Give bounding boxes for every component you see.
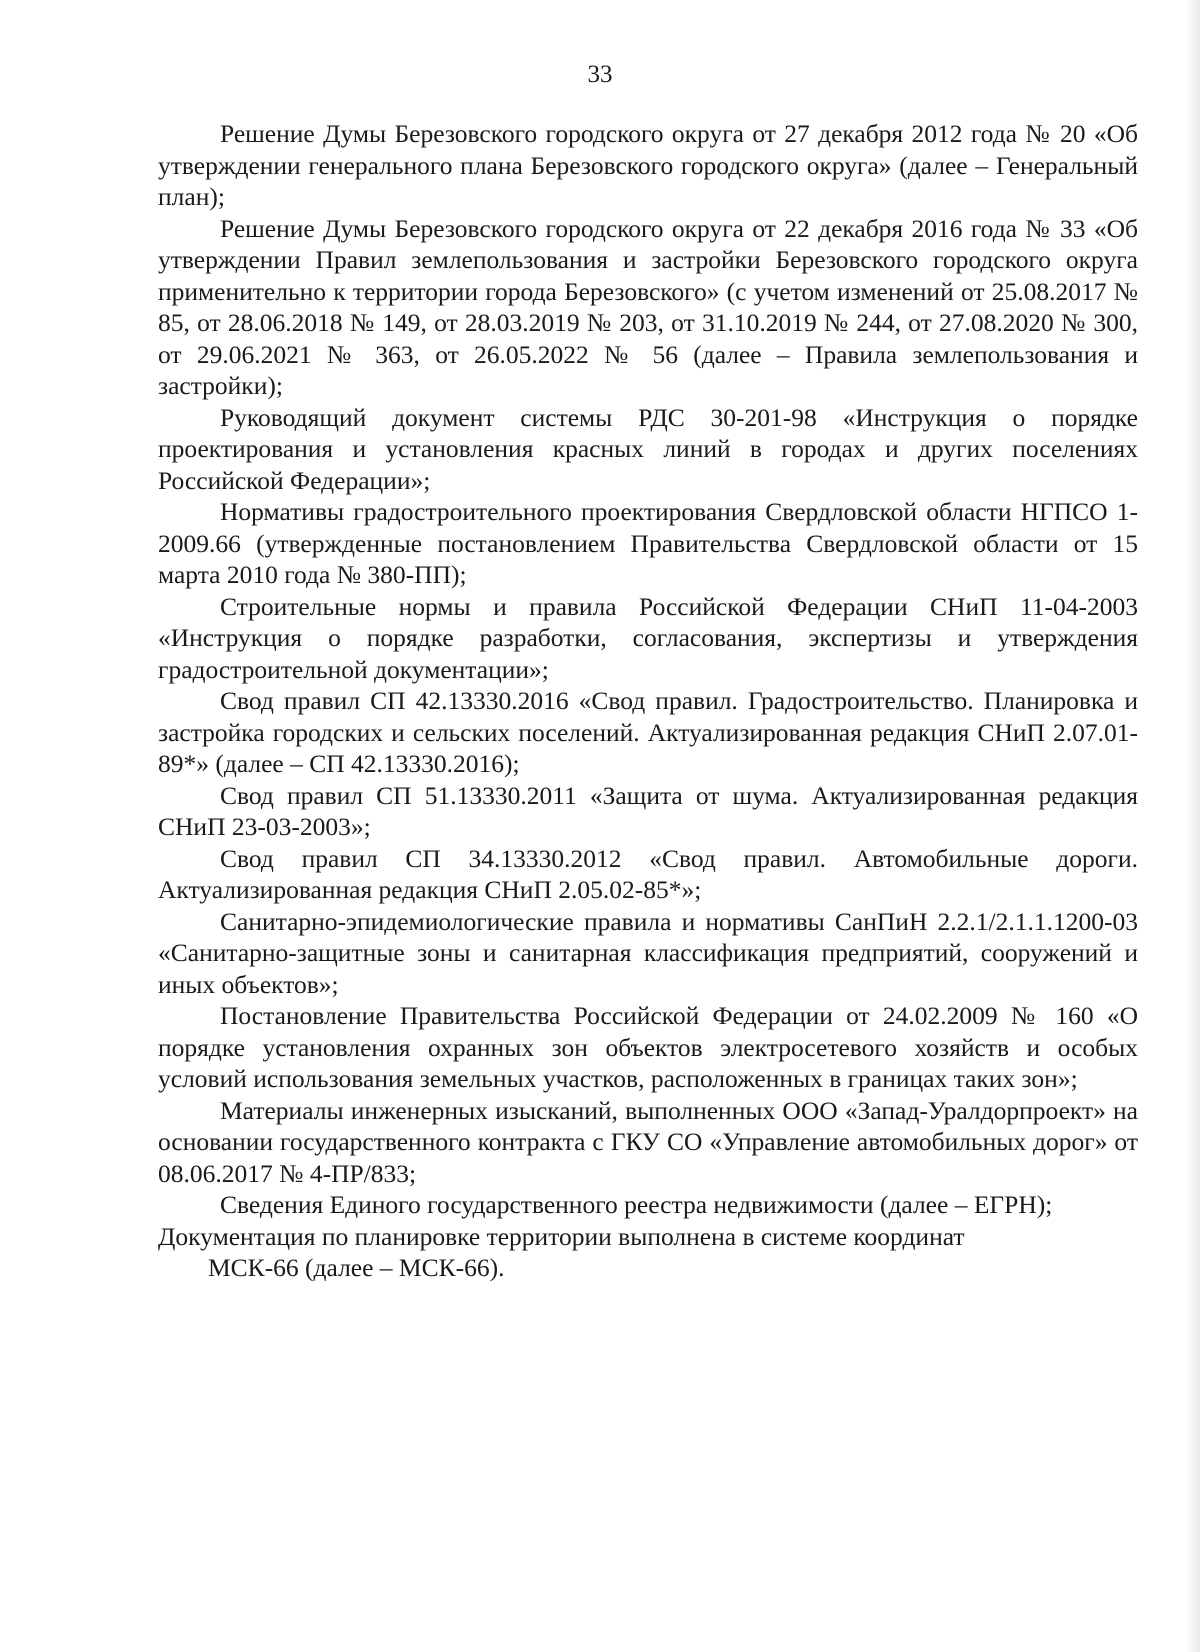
paragraph-coordinate-system: Документация по планировке территории выполнена в системе координат bbox=[158, 1221, 965, 1251]
scan-edge-shadow bbox=[1186, 0, 1200, 1652]
paragraph-land-use-rules-decision: Решение Думы Березовского городского округа от 22 декабря 2016 года № 33 «Об утверждении Правил землепользования и застройки Березовского городского округа применительно к территории города Березовского» (с учетом изменений от 25.08.2017 № 85, от 28.06.2018 № 149, от 28.03.2019 № 203, от 31.10.2019 № 244, от 27.08.2020 № 300, от 29.06.2021 № 363, от 26.05.2022 № 56 (далее – Правила землепользования и застройки); bbox=[158, 213, 1138, 400]
document-body bbox=[158, 118, 1138, 1284]
paragraph-msk-66: МСК-66 (далее – МСК-66). bbox=[208, 1253, 505, 1282]
paragraph-egrn: Сведения Единого государственного реестра недвижимости (далее – ЕГРН); bbox=[220, 1190, 1053, 1219]
paragraph-general-plan-decision: Решение Думы Березовского городского округа от 27 декабря 2012 года № 20 «Об утверждении генерального плана Березовского городского округа» (далее – Генеральный план); bbox=[158, 119, 1138, 211]
paragraph-ngpso-standards: Нормативы градостроительного проектирования Свердловской области НГПСО 1-2009.66 (утвержденные постановлением Правительства Свердловской области от 15 марта 2010 года № 380-ПП); bbox=[158, 497, 1138, 589]
paragraph-sanpin: Санитарно-эпидемиологические правила и нормативы СанПиН 2.2.1/2.1.1.1200-03 «Санитарно-защитные зоны и санитарная классификация предприятий, сооружений и иных объектов»; bbox=[158, 906, 1138, 999]
paragraph-rds-guideline: Руководящий документ системы РДС 30-201-98 «Инструкция о порядке проектирования и установления красных линий в городах и других поселениях Российской Федерации»; bbox=[158, 402, 1138, 495]
paragraph-engineering-surveys: Материалы инженерных изысканий, выполненных ООО «Запад-Уралдорпроект» на основании государственного контракта с ГКУ СО «Управление автомобильных дорог» от 08.06.2017 № 4-ПР/833; bbox=[158, 1095, 1138, 1188]
paragraph-government-resolution-160: Постановление Правительства Российской Федерации от 24.02.2009 № 160 «О порядке установления охранных зон объектов электросетевого хозяйств и особых условий использования земельных участков, расположенных в границах таких зон»; bbox=[158, 1001, 1138, 1093]
paragraph-sp-34: Свод правил СП 34.13330.2012 «Свод правил. Автомобильные дороги. Актуализированная редакция СНиП 2.05.02-85*»; bbox=[158, 843, 1138, 904]
page-number: 33 bbox=[587, 61, 613, 88]
paragraph-sp-51: Свод правил СП 51.13330.2011 «Защита от шума. Актуализированная редакция СНиП 23-03-2003»; bbox=[158, 780, 1138, 841]
paragraph-sp-42: Свод правил СП 42.13330.2016 «Свод правил. Градостроительство. Планировка и застройка городских и сельских поселений. Актуализированная редакция СНиП 2.07.01-89*» (далее – СП 42.13330.2016); bbox=[158, 686, 1138, 778]
paragraph-snip-11-04-2003: Строительные нормы и правила Российской Федерации СНиП 11-04-2003 «Инструкция о порядке разработки, согласования, экспертизы и утверждения градостроительной документации»; bbox=[158, 591, 1138, 684]
